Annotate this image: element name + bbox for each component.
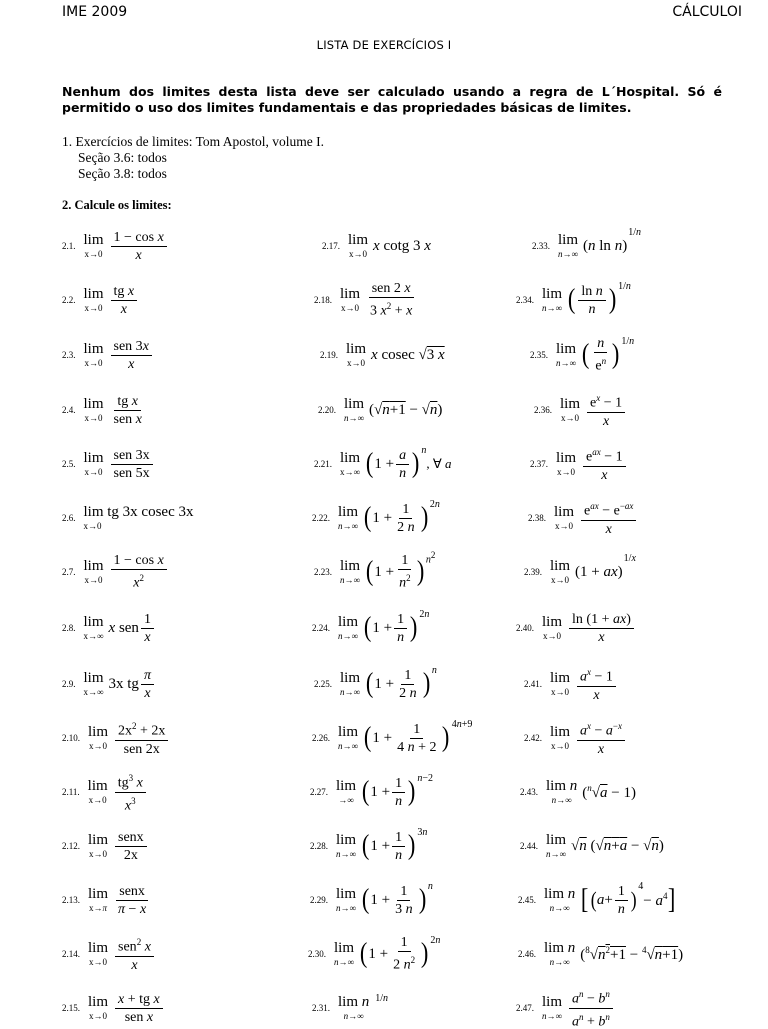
exercise-item (62, 335, 154, 375)
exercise-item (62, 444, 155, 484)
exercise-item (534, 390, 627, 430)
math-expression: lim x→0 $\frac{\text{sen 2 x}}{3 x^2 + x}$ (340, 281, 413, 319)
math-expression: lim x→0 (1 + ax) 1/x (550, 552, 636, 585)
math-expression: lim n→∞ ( 1 + $\frac{1}{n}$ ) 2n (338, 608, 430, 645)
math-expression: lim x→0 $\frac{\text{senx}}{2x}$ (88, 830, 149, 863)
exercise-number: 2.11. (62, 787, 80, 797)
exercise-number: 2.37. (530, 459, 548, 469)
exercise-number: 2.17. (322, 241, 340, 251)
exercise-item (62, 718, 170, 758)
math-expression: lim x→0 $\frac{sen^2 x}{x}$ (88, 935, 156, 973)
exercise-item (528, 498, 638, 538)
exercise-item (308, 934, 440, 974)
exercise-number: 2.28. (310, 841, 328, 851)
exercise-number: 2.24. (312, 623, 330, 633)
math-expression: lim n→∞ ( 1 + $\frac{1}{3 n}$ ) n (336, 880, 433, 917)
exercise-number: 2.40. (516, 623, 534, 633)
exercise-number: 2.22. (312, 513, 330, 523)
exercise-item (524, 552, 636, 592)
math-expression: lim n→∞ √n (√n+a − √n) (546, 832, 664, 859)
exercise-item (322, 226, 431, 266)
page-title: LISTA DE EXERCÍCIOS I (316, 38, 452, 52)
exercise-number: 2.13. (62, 895, 80, 905)
exercise-number: 2.21. (314, 459, 332, 469)
math-expression: lim x→0 $\frac{2x^2 + 2x}{\text{sen 2x}}$ (88, 719, 170, 757)
exercise-item (518, 934, 683, 974)
math-expression: lim →∞ ( 1 + $\frac{1}{n}$ ) n−2 (336, 772, 434, 809)
exercise-number: 2.27. (310, 787, 328, 797)
math-expression: lim n→∞ ( 1 + $\frac{1}{2 n}$ ) 2n (338, 498, 440, 535)
math-expression: lim n→∞ ( 1 + $\frac{1}{n^2}$ ) $n^2$ (340, 550, 436, 591)
exercise-item (62, 988, 165, 1028)
exercise-item (62, 772, 148, 812)
exercise-number: 2.4. (62, 405, 76, 415)
exercise-item (62, 280, 139, 320)
exercise-number: 2.26. (312, 733, 330, 743)
math-expression: lim n→∞ ( $\frac{\text{ln n}}{n}$ ) 1/n (542, 280, 631, 317)
math-expression: lim x→π $\frac{\text{senx}}{\pi - x}$ (88, 883, 147, 917)
exercise-1-section: Seção 3.6: todos (78, 150, 167, 165)
exercise-item (62, 498, 198, 538)
math-expression: lim x→0 $\frac{\text{tg x}}{\text{sen x}}$ (83, 393, 142, 427)
exercise-number: 2.8. (62, 623, 76, 633)
exercise-number: 2.20. (318, 405, 336, 415)
exercise-number: 2.31. (312, 1003, 330, 1013)
math-expression: lim n→∞ (√n+1 − √n) (344, 396, 443, 423)
exercise-item (312, 608, 429, 648)
math-expression: lim n→∞ ( $\frac{n}{e^n}$ ) 1/n (556, 335, 635, 374)
exercise-number: 2.30. (308, 949, 326, 959)
header-institution: IME 2009 (62, 4, 128, 20)
exercise-item (62, 826, 149, 866)
exercise-item (320, 335, 445, 375)
exercise-item (518, 880, 677, 920)
math-expression: lim n n→∞ [ ( a + $\frac{1}{n}$ ) 4 − $a^4$ ] (544, 880, 676, 917)
exercise-number: 2.41. (524, 679, 542, 689)
math-expression: lim tg 3x cosec 3x x→0 (83, 504, 194, 531)
exercise-item (62, 552, 169, 592)
exercise-item (318, 390, 442, 430)
exercise-item (62, 880, 151, 920)
exercise-number: 2.29. (310, 895, 328, 905)
exercise-number: 2.46. (518, 949, 536, 959)
exercise-number: 2.18. (314, 295, 332, 305)
math-expression: lim x→0 $\frac{a^x - 1}{x}$ (550, 665, 618, 703)
exercise-number: 2.36. (534, 405, 552, 415)
exercise-item (62, 934, 156, 974)
exercise-number: 2.6. (62, 513, 76, 523)
exercise-1-line: 1. Exercícios de limites: Tom Apostol, volume I. (62, 134, 325, 149)
exercise-item (524, 664, 618, 704)
exercise-number: 2.14. (62, 949, 80, 959)
section-2-title: 2. Calcule os limites: (62, 198, 172, 212)
math-expression: lim x→0 $\frac{\text{sen 3x}}{\text{sen 5x}}$ (84, 448, 155, 481)
math-expression: lim x→0 $\frac{e^x - 1}{x}$ (560, 391, 627, 429)
exercise-number: 2.2. (62, 295, 76, 305)
math-expression: lim n→∞ ( 1 + $\frac{1}{2 n}$ ) n (340, 664, 437, 701)
exercise-number: 2.1. (62, 241, 76, 251)
exercise-number: 2.43. (520, 787, 538, 797)
math-expression: lim x→0 $\frac{\ln (1 + ax)}{x}$ (542, 612, 636, 645)
exercise-item (314, 664, 437, 704)
exercise-item (62, 664, 156, 704)
math-expression: lim n→∞ ( 1 + $\frac{1}{n}$ ) 3n (336, 826, 428, 863)
exercise-item (520, 772, 636, 812)
exercise-item (516, 280, 631, 320)
exercise-number: 2.10. (62, 733, 80, 743)
exercise-item (62, 608, 156, 648)
math-expression: lim x→0 x cotg 3 x (348, 232, 431, 259)
exercise-number: 2.45. (518, 895, 536, 905)
exercise-number: 2.23. (314, 567, 332, 577)
exercise-item (310, 880, 433, 920)
math-expression: lim n n→∞ ($^n$√a − 1) (546, 778, 636, 805)
math-expression: lim x→0 $\frac{\text{tg x}}{x}$ (84, 284, 140, 317)
exercise-number: 2.47. (516, 1003, 534, 1013)
exercise-item (530, 335, 634, 375)
exercise-number: 2.12. (62, 841, 80, 851)
exercise-item (524, 718, 627, 758)
exercise-number: 2.5. (62, 459, 76, 469)
math-expression: lim x→0 $\frac{a^x - a^{-x}}{x}$ (550, 719, 627, 757)
math-expression: lim x→∞ ( 1 + $\frac{a}{n}$ ) n , ∀ a (340, 444, 452, 481)
exercise-number: 2.38. (528, 513, 546, 523)
exercise-item (516, 988, 615, 1028)
exercise-1-section: Seção 3.8: todos (78, 166, 167, 181)
exercise-item (312, 988, 388, 1028)
math-expression: lim n n→∞ 1/n (338, 992, 389, 1021)
exercise-number: 2.25. (314, 679, 332, 689)
math-expression: lim x→0 $\frac{\text{1 − cos x}}{x}$ (84, 230, 169, 263)
exercise-item (532, 226, 641, 266)
exercise-number: 2.7. (62, 567, 76, 577)
math-expression: lim x→0 x cosec √3 x (346, 341, 445, 368)
exercise-number: 2.19. (320, 350, 338, 360)
math-expression: lim x→0 $\frac{\text{sen 3x}}{x}$ (84, 339, 154, 372)
math-expression: lim x→∞ 3x tg $\frac{\pi}{x}$ (84, 668, 156, 701)
exercise-number: 2.3. (62, 350, 76, 360)
exercise-item (520, 826, 664, 866)
exercise-number: 2.42. (524, 733, 542, 743)
math-expression: lim n→∞ $\frac{a^n - b^n}{a^n + b^n}$ (542, 987, 615, 1029)
math-expression: lim x→∞ x sen $\frac{1}{x}$ (84, 612, 156, 645)
math-expression: lim x→0 $\frac{e^{ax} - 1}{x}$ (556, 445, 628, 483)
math-expression: lim n→∞ (n ln n) 1/n (558, 226, 641, 259)
exercise-number: 2.39. (524, 567, 542, 577)
exercise-number: 2.15. (62, 1003, 80, 1013)
exercise-item (62, 226, 169, 266)
math-expression: lim n n→∞ $(^8√n^2+1 - ^4√n+1)$ (544, 940, 684, 967)
header-course: CÁLCULOI (672, 4, 742, 20)
exercise-number: 2.33. (532, 241, 550, 251)
exercise-item (314, 280, 417, 320)
exercise-item (312, 498, 440, 538)
exercise-item (310, 826, 427, 866)
exercise-item (314, 552, 435, 592)
exercise-item (62, 390, 147, 430)
math-expression: lim x→0 $\frac{\text{x + tg x}}{\text{sen x}}$ (88, 992, 165, 1025)
math-expression: lim x→0 $\frac{e^{ax} - e^{-ax}}{x}$ (554, 499, 638, 537)
exercise-item (310, 772, 433, 812)
math-expression: lim n→∞ ( 1 + $\frac{1}{2 n^2}$ ) 2n (334, 934, 441, 973)
warning-paragraph: Nenhum dos limites desta lista deve ser calculado usando a regra de L´Hospital. Só é permitido o uso dos limites fundamentais e das propriedades básicas de limites. (62, 84, 722, 115)
exercise-item (314, 444, 452, 484)
exercise-number: 2.44. (520, 841, 538, 851)
exercise-number: 2.35. (530, 350, 548, 360)
math-expression: lim x→0 $\frac{\text{1 − cos x}}{x^2}$ (84, 553, 169, 591)
exercise-number: 2.34. (516, 295, 534, 305)
math-expression: lim x→0 $\frac{tg^3 x}{x^3}$ (88, 771, 148, 813)
exercise-number: 2.9. (62, 679, 76, 689)
math-expression: lim n→∞ ( 1 + $\frac{1}{4 n + 2}$ ) 4n+9 (338, 718, 473, 755)
exercise-item (312, 718, 472, 758)
exercise-1 (62, 134, 324, 182)
exercise-item (530, 444, 628, 484)
exercise-item (516, 608, 636, 648)
